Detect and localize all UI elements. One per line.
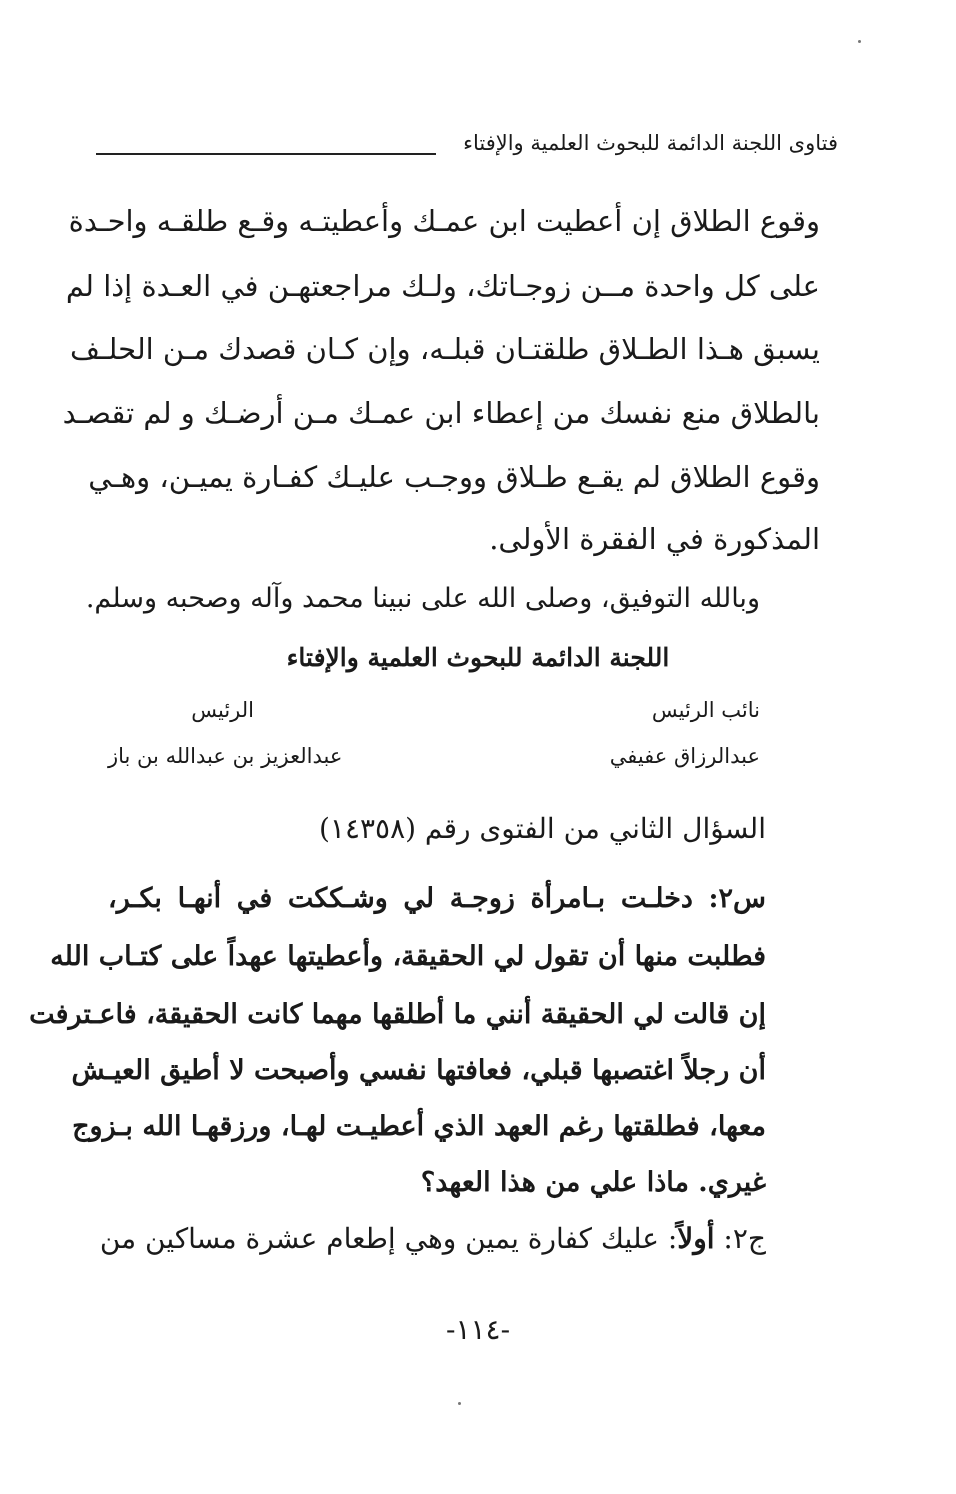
committee-title: اللجنة الدائمة للبحوث العلمية والإفتاء xyxy=(286,643,670,672)
body-line: وقوع الطلاق إن أعطيت ابن عمـك وأعطيتـه وقـع طلقـه واحـدة xyxy=(68,204,820,238)
question-line: فطلبت منها أن تقول لي الحقيقة، وأعطيتها عهداً على كتـاب الله xyxy=(50,941,766,972)
body-line: بالطلاق منع نفسك من إعطاء ابن عمـك مـن أرضـك و لم تقصـد xyxy=(62,396,820,430)
answer-line xyxy=(99,1216,766,1262)
question-line: إن قالت لي الحقيقة أنني ما أطلقها مهما كانت الحقيقة، فاعـترفت xyxy=(29,999,766,1030)
vice-chair-title: نائب الرئيس xyxy=(651,698,760,722)
question-line: أن رجلاً اغتصبها قبلي، فعافتها نفسي وأصبحت لا أطيق العيـش xyxy=(71,1055,766,1086)
scan-speck xyxy=(858,40,861,43)
running-header: فتاوى اللجنة الدائمة للبحوث العلمية والإفتاء xyxy=(463,131,838,155)
question-line: غيري. ماذا علي من هذا العهد؟ xyxy=(420,1167,766,1198)
question-line: س٢: دخلـت بـامرأة زوجـة لي وشـككت في أنهـا بكـر، xyxy=(108,883,766,914)
question-line: معها، فطلقتها رغم العهد الذي أعطيـت لهـا، ورزقهـا الله بـزوج xyxy=(72,1111,766,1142)
answer-text: : عليك كفارة يمين وهي إطعام عشرة مساكين من xyxy=(99,1222,678,1255)
closing-line: وبالله التوفيق، وصلى الله على نبينا محمد وآله وصحبه وسلم. xyxy=(85,583,760,614)
chair-name: عبدالعزيز بن عبدالله بن باز xyxy=(108,744,343,768)
answer-emphasis: أولاً xyxy=(677,1222,715,1255)
answer-prefix: ج٢: xyxy=(714,1222,766,1255)
page-number: -١١٤- xyxy=(445,1313,511,1346)
body-line: على كل واحدة مــن زوجـاتك، ولـك مراجعتهـن في العـدة إذا لم xyxy=(65,269,820,303)
body-line: وقوع الطلاق لم يقـع طـلاق ووجـب عليـك كفـارة يميـن، وهـي xyxy=(88,460,820,494)
chair-title: الرئيس xyxy=(191,698,254,722)
scan-speck xyxy=(458,1402,461,1405)
vice-chair-name: عبدالرزاق عفيفي xyxy=(609,744,760,768)
header-rule xyxy=(96,153,436,155)
body-line: المذكورة في الفقرة الأولى. xyxy=(489,522,820,556)
body-line: يسبق هـذا الطـلاق طلقتـان قبلـه، وإن كـان قصدك مـن الحلـف xyxy=(69,332,820,366)
question-reference: السؤال الثاني من الفتوى رقم (١٤٣٥٨) xyxy=(318,812,766,845)
